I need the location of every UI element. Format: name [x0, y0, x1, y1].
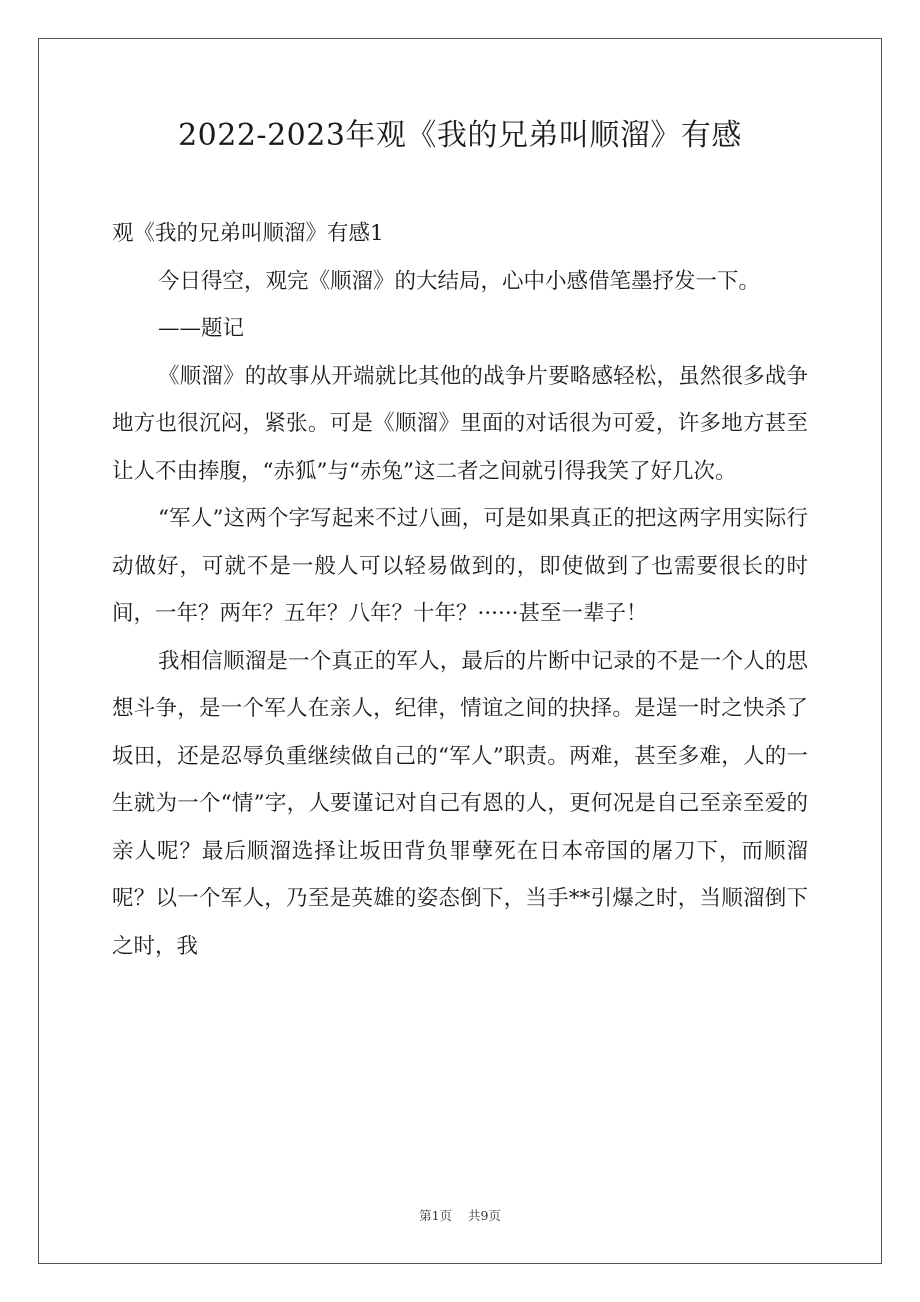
- document-title: 2022-2023年观《我的兄弟叫顺溜》有感: [178, 118, 742, 153]
- paragraph-intro: 今日得空，观完《顺溜》的大结局，心中小感借笔墨抒发一下。: [158, 268, 761, 294]
- paragraph-choice: 我相信顺溜是一个真正的军人，最后的片断中记录的不是一个人的思想斗争，是一个军人在亲人，纪律，情谊之间的抉择。是逞一时之快杀了坂田，还是忍辱负重继续做自己的“军人”职责。两难，甚至多难，人的一生就为一个“情”字，人要谨记对自己有恩的人，更何况是自己至亲至爱的亲人呢？最后顺溜选择让坂田背负罪孽死在日本帝国的屠刀下，而顺溜呢？以一个军人，乃至是英雄的姿态倒下，当手**引爆之时，当顺溜倒下之时，我: [112, 648, 808, 959]
- page-number: 第1页: [419, 1208, 453, 1223]
- section-heading: 观《我的兄弟叫顺溜》有感1: [112, 221, 384, 246]
- paragraph-story: 《顺溜》的故事从开端就比其他的战争片要略感轻松，虽然很多战争地方也很沉闷，紧张。可是《顺溜》里面的对话很为可爱，许多地方甚至让人不由捧腹，“赤狐”与“赤兔”这二者之间就引得我笑了好几次。: [112, 363, 808, 484]
- paragraph-epigraph: ——题记: [158, 316, 245, 341]
- page-footer: [0, 1207, 920, 1225]
- document-body: [112, 210, 808, 970]
- paragraph-soldier: “军人”这两个字写起来不过八画，可是如果真正的把这两字用实际行动做好，可就不是一般人可以轻易做到的，即使做到了也需要很长的时间，一年？两年？五年？八年？十年？······甚至一辈子！: [112, 506, 808, 626]
- page-total: 共9页: [467, 1208, 501, 1223]
